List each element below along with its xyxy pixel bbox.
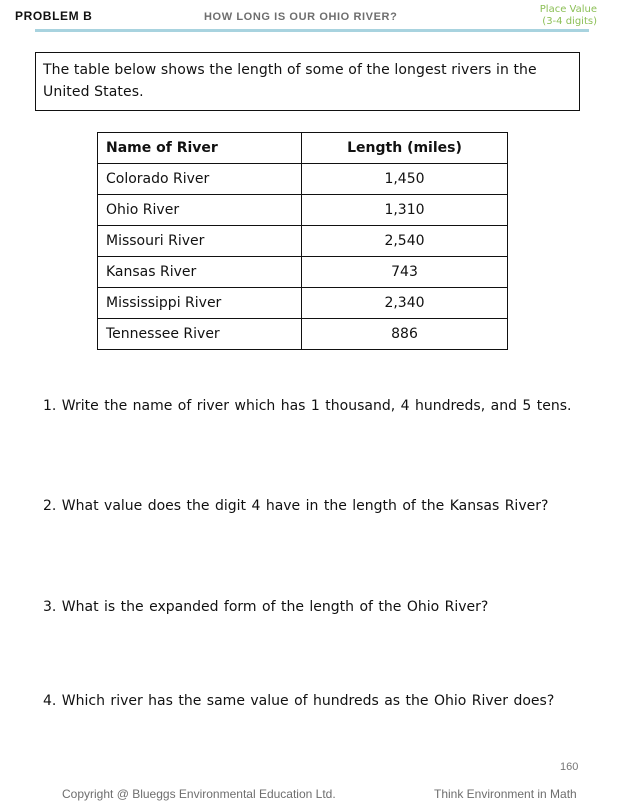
river-name: Tennessee River xyxy=(98,319,302,350)
table-row xyxy=(98,226,508,257)
river-length: 2,340 xyxy=(302,288,508,319)
column-header-name: Name of River xyxy=(98,133,302,164)
table-header-row xyxy=(98,133,508,164)
question-1: 1. Write the name of river which has 1 thousand, 4 hundreds, and 5 tens. xyxy=(43,398,572,414)
copyright-notice: Copyright @ Blueggs Environmental Education Ltd. xyxy=(62,787,336,801)
intro-box: The table below shows the length of some of the longest rivers in the United States. xyxy=(35,52,580,111)
table-row xyxy=(98,195,508,226)
table-row xyxy=(98,257,508,288)
table-row xyxy=(98,319,508,350)
worksheet-title: HOW LONG IS OUR OHIO RIVER? xyxy=(204,11,398,23)
question-4: 4. Which river has the same value of hundreds as the Ohio River does? xyxy=(43,693,555,709)
header-divider xyxy=(35,29,589,32)
page-number: 160 xyxy=(560,761,579,773)
river-length: 743 xyxy=(302,257,508,288)
topic-label xyxy=(535,4,597,28)
rivers-table xyxy=(97,132,508,350)
table-row xyxy=(98,288,508,319)
river-name: Kansas River xyxy=(98,257,302,288)
column-header-length: Length (miles) xyxy=(302,133,508,164)
topic-line-2: (3-4 digits) xyxy=(542,16,597,27)
river-name: Mississippi River xyxy=(98,288,302,319)
river-length: 1,310 xyxy=(302,195,508,226)
footer-brand: Think Environment in Math xyxy=(434,787,577,801)
river-length: 1,450 xyxy=(302,164,508,195)
table-row xyxy=(98,164,508,195)
topic-line-1: Place Value xyxy=(539,4,597,15)
river-name: Ohio River xyxy=(98,195,302,226)
river-length: 886 xyxy=(302,319,508,350)
problem-label: PROBLEM B xyxy=(15,9,93,23)
river-name: Missouri River xyxy=(98,226,302,257)
question-2: 2. What value does the digit 4 have in the length of the Kansas River? xyxy=(43,498,549,514)
river-length: 2,540 xyxy=(302,226,508,257)
river-name: Colorado River xyxy=(98,164,302,195)
question-3: 3. What is the expanded form of the length of the Ohio River? xyxy=(43,599,489,615)
